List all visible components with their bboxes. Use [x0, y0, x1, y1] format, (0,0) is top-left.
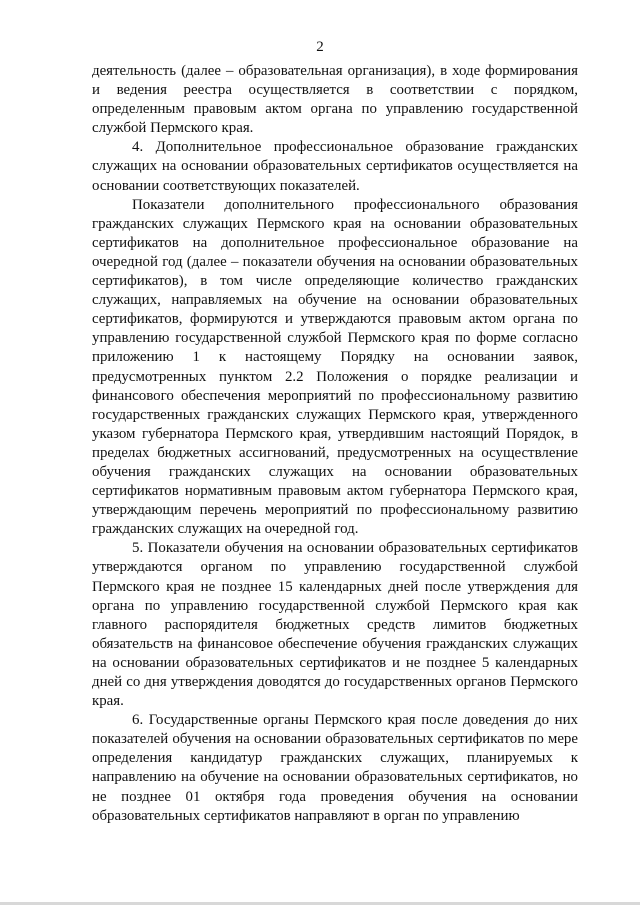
- paragraph-item-5: 5. Показатели обучения на основании образовательных сертификатов утверждаются органом по управлению государственной службой Пермского края не позднее 15 календарных дней после утверждения для органа по управлению государственной службой Пермского края как главного распорядителя бюджетных средств лимитов бюджетных обязательств на финансовое обеспечение обучения гражданских служащих на основании образовательных сертификатов и не позднее 5 календарных дней со дня утверждения доводятся до государственных органов Пермского края.: [92, 540, 578, 710]
- paragraph-item-4: 4. Дополнительное профессиональное образование гражданских служащих на основании образовательных сертификатов осуществляется на основании соответствующих показателей.: [92, 139, 578, 194]
- page-number: 2: [316, 39, 324, 55]
- paragraph-item-6: 6. Государственные органы Пермского края после доведения до них показателей обучения на основании образовательных сертификатов по мере определения кандидатур гражданских служащих, планируемых к направлению на обучение на основании образовательных сертификатов, но не позднее 01 октября года проведения обучения на основании образовательных сертификатов направляют в орган по управлению: [92, 712, 578, 824]
- paragraph-indicators: Показатели дополнительного профессионального образования гражданских служащих Пермского края на основании образовательных сертификатов на дополнительное профессиональное образование на очередной год (далее – показатели обучения на основании образовательных сертификатов), в том числе определяющие количество гражданских служащих, направляемых на обучение на основании образовательных сертификатов, формируются и утверждаются правовым актом органа по управлению государственной службой Пермского края по форме согласно приложению 1 к настоящему Порядку на основании заявок, предусмотренных пунктом 2.2 Положения о порядке реализации и финансового обеспечения мероприятий по профессиональному развитию государственных гражданских служащих Пермского края, утвержденного указом губернатора Пермского края, утвердившим настоящий Порядок, в пределах бюджетных ассигнований, предусмотренных на осуществление обучения гражданских служащих на основании образовательных сертификатов нормативным правовым актом губернатора Пермского края, утверждающим перечень мероприятий по профессиональному развитию гражданских служащих на очередной год.: [92, 196, 578, 538]
- paragraph-continuation: деятельность (далее – образовательная организация), в ходе формирования и ведения реестра осуществляется в соответствии с порядком, определенным правовым актом органа по управлению государственной службой Пермского края.: [92, 63, 578, 137]
- document-body: [92, 62, 578, 826]
